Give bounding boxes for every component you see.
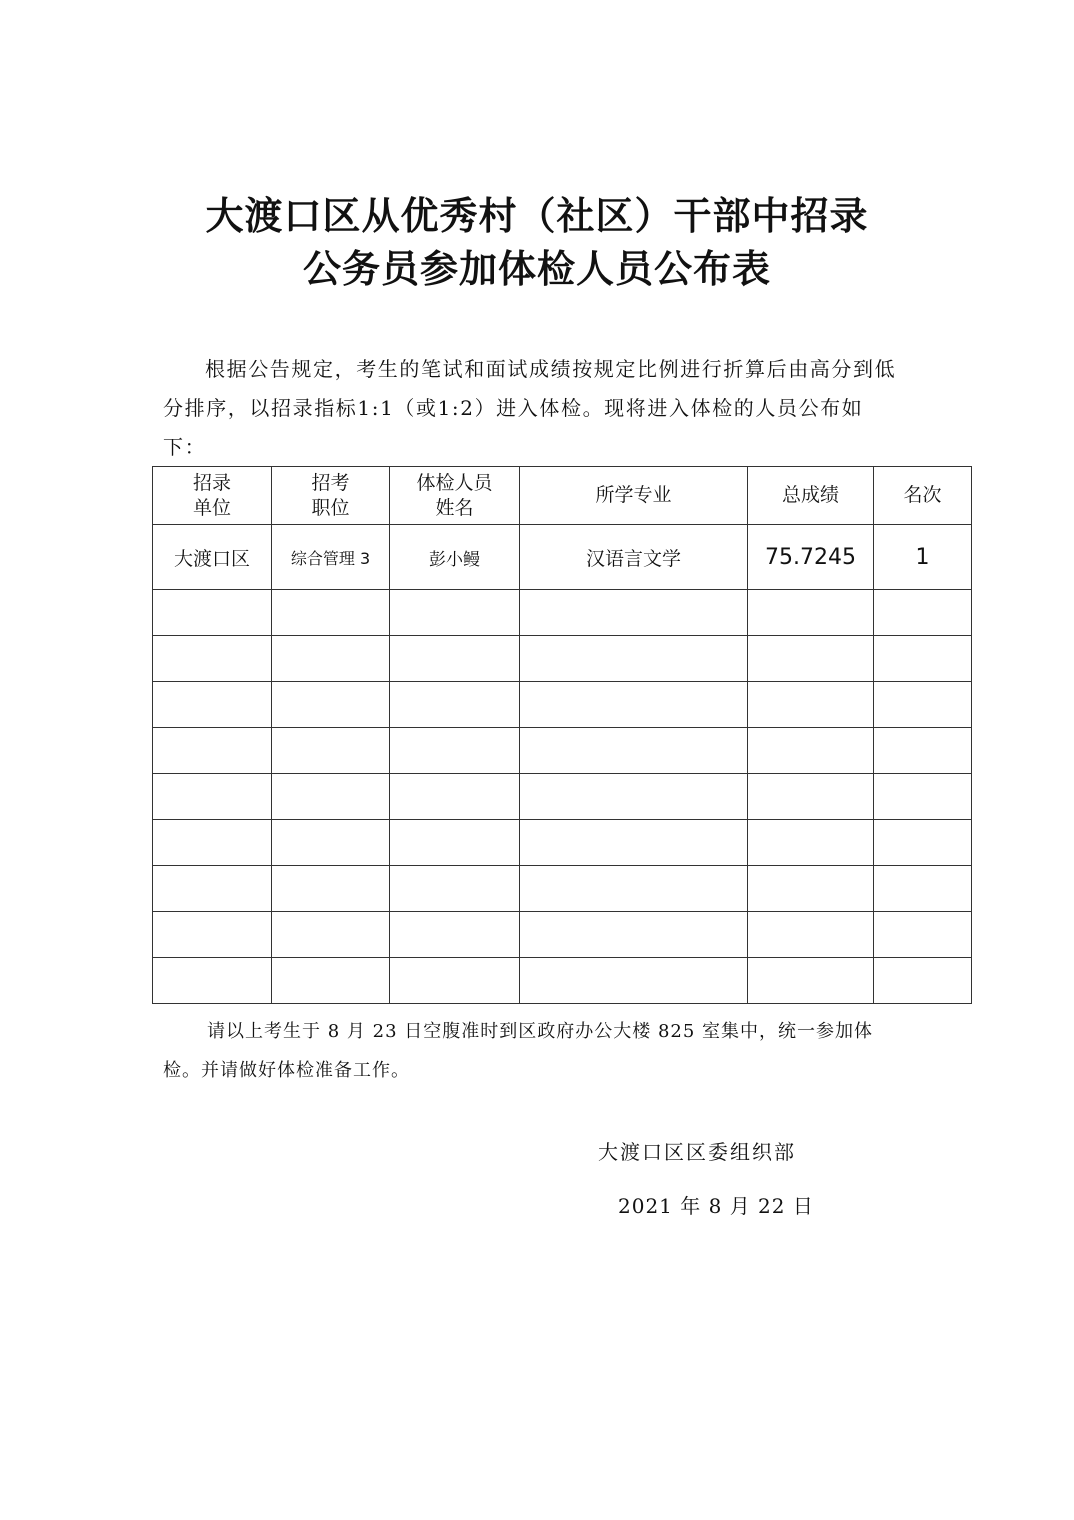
empty-cell <box>520 820 748 866</box>
header-total-score <box>748 467 874 525</box>
signature-date: 2021 年 8 月 22 日 <box>618 1194 814 1218</box>
header-text: 职位 <box>311 496 350 519</box>
empty-table-row <box>153 728 972 774</box>
table-header-row <box>153 467 972 525</box>
empty-cell <box>874 958 972 1004</box>
empty-cell <box>874 590 972 636</box>
header-recruiting-unit <box>153 467 272 525</box>
cell-rank: 1 <box>874 525 972 590</box>
empty-cell <box>874 728 972 774</box>
empty-cell <box>874 682 972 728</box>
header-text: 招考 <box>311 471 350 494</box>
cell-major: 汉语言文学 <box>520 525 748 590</box>
empty-cell <box>874 820 972 866</box>
header-text: 单位 <box>192 496 231 519</box>
empty-cell <box>153 636 272 682</box>
empty-cell <box>520 590 748 636</box>
empty-cell <box>874 912 972 958</box>
empty-cell <box>520 866 748 912</box>
document-title-line-1: 大渡口区从优秀村（社区）干部中招录 <box>205 194 869 238</box>
empty-cell <box>874 636 972 682</box>
empty-table-row <box>153 774 972 820</box>
empty-table-row <box>153 682 972 728</box>
empty-cell <box>748 912 874 958</box>
empty-cell <box>390 774 520 820</box>
cell-position: 综合管理 3 <box>272 525 390 590</box>
notice-text: 请以上考生于 8 月 23 日空腹准时到区政府办公大楼 825 室集中，统一参加体检。并请做好体检准备工作。 <box>163 1021 874 1081</box>
empty-cell <box>520 682 748 728</box>
empty-cell <box>272 866 390 912</box>
empty-cell <box>748 866 874 912</box>
header-text: 体检人员 <box>416 471 493 494</box>
empty-cell <box>390 958 520 1004</box>
table-row <box>153 525 972 590</box>
header-rank <box>874 467 972 525</box>
header-text: 总成绩 <box>781 484 839 506</box>
empty-cell <box>153 912 272 958</box>
header-text: 所学专业 <box>595 484 672 506</box>
empty-cell <box>153 590 272 636</box>
header-major <box>520 467 748 525</box>
empty-cell <box>272 636 390 682</box>
empty-cell <box>153 866 272 912</box>
empty-cell <box>520 728 748 774</box>
empty-cell <box>390 912 520 958</box>
empty-cell <box>153 682 272 728</box>
empty-cell <box>874 774 972 820</box>
header-examinee-name <box>390 467 520 525</box>
empty-cell <box>390 866 520 912</box>
empty-cell <box>272 774 390 820</box>
header-text: 招录 <box>192 471 231 494</box>
empty-table-row <box>153 820 972 866</box>
header-position <box>272 467 390 525</box>
empty-cell <box>748 728 874 774</box>
cell-name: 彭小鳗 <box>390 525 520 590</box>
empty-cell <box>153 958 272 1004</box>
empty-cell <box>272 912 390 958</box>
empty-cell <box>748 636 874 682</box>
empty-cell <box>272 590 390 636</box>
empty-cell <box>153 820 272 866</box>
intro-paragraph <box>163 350 903 467</box>
notice-paragraph <box>163 1012 908 1090</box>
intro-text: 根据公告规定，考生的笔试和面试成绩按规定比例进行折算后由高分到低分排序，以招录指标1:1（或1:2）进入体检。现将进入体检的人员公布如下： <box>163 357 897 459</box>
empty-cell <box>153 774 272 820</box>
cell-unit: 大渡口区 <box>153 525 272 590</box>
empty-table-row <box>153 912 972 958</box>
empty-cell <box>520 912 748 958</box>
header-text: 姓名 <box>435 496 474 519</box>
document-title-line-2: 公务员参加体检人员公布表 <box>302 247 771 291</box>
empty-cell <box>153 728 272 774</box>
empty-table-row <box>153 958 972 1004</box>
empty-table-row <box>153 866 972 912</box>
empty-cell <box>748 820 874 866</box>
empty-cell <box>748 958 874 1004</box>
empty-cell <box>390 590 520 636</box>
empty-cell <box>272 958 390 1004</box>
empty-cell <box>272 682 390 728</box>
empty-table-row <box>153 636 972 682</box>
empty-cell <box>390 682 520 728</box>
empty-cell <box>272 728 390 774</box>
empty-cell <box>748 682 874 728</box>
signature-organization: 大渡口区区委组织部 <box>598 1140 796 1164</box>
exam-roster-table <box>152 466 972 1004</box>
header-text: 名次 <box>903 484 942 506</box>
empty-cell <box>390 728 520 774</box>
empty-table-row <box>153 590 972 636</box>
empty-cell <box>520 958 748 1004</box>
cell-score: 75.7245 <box>748 525 874 590</box>
empty-cell <box>748 590 874 636</box>
empty-cell <box>520 774 748 820</box>
empty-cell <box>390 636 520 682</box>
empty-cell <box>520 636 748 682</box>
empty-cell <box>390 820 520 866</box>
empty-cell <box>874 866 972 912</box>
empty-cell <box>272 820 390 866</box>
empty-cell <box>748 774 874 820</box>
